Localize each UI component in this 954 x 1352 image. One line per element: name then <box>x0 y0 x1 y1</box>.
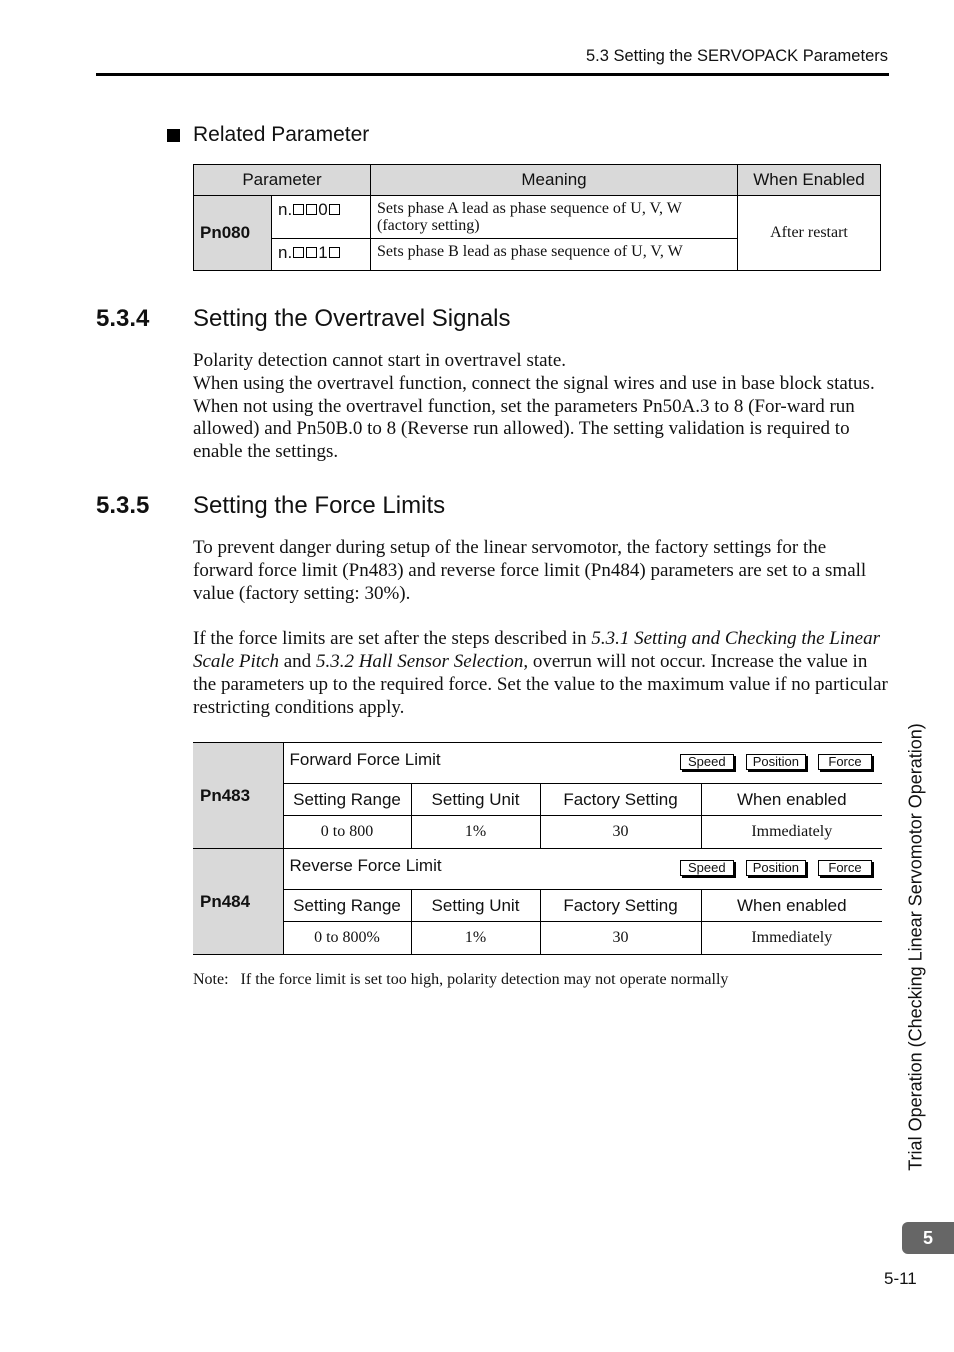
header-setting-unit: Setting Unit <box>411 890 540 922</box>
text-span: and <box>279 650 316 672</box>
placeholder-box-icon <box>293 204 304 215</box>
cross-reference-link[interactable]: 5.3.2 Hall Sensor Selection <box>315 650 524 672</box>
page-number: 5-11 <box>884 1269 917 1288</box>
placeholder-box-icon <box>293 247 304 258</box>
position-tag: Position <box>746 754 806 770</box>
param-name-cell <box>283 849 882 890</box>
param-name: Forward Force Limit <box>289 750 441 769</box>
position-tag: Position <box>746 860 806 876</box>
section-number: 5.3.4 <box>96 305 150 332</box>
section-title: Setting the Overtravel Signals <box>193 305 511 332</box>
header-setting-range: Setting Range <box>283 890 411 922</box>
header-rule <box>96 73 889 76</box>
setting-range-value: 0 to 800% <box>283 922 411 955</box>
when-enabled-value: After restart <box>738 196 881 271</box>
setting-prefix: n. <box>278 200 293 219</box>
square-bullet-icon <box>167 129 180 142</box>
speed-tag: Speed <box>680 754 734 770</box>
related-parameter-table <box>193 164 881 271</box>
paragraph <box>193 628 888 719</box>
placeholder-box-icon <box>329 204 340 215</box>
text-span: , overrun will not occur. Increase the value in the parameters up to the required force. Set the value to the maximum value if no particular restricting conditions apply. <box>193 650 888 718</box>
header-setting-unit: Setting Unit <box>411 784 540 816</box>
param-setting <box>272 239 371 271</box>
running-header: 5.3 Setting the SERVOPACK Parameters <box>585 47 888 65</box>
placeholder-box-icon <box>329 247 340 258</box>
force-tag: Force <box>818 860 872 876</box>
header-setting-range: Setting Range <box>283 784 411 816</box>
header-when-enabled: When Enabled <box>738 165 881 196</box>
param-setting <box>272 196 371 239</box>
meaning-line: (factory setting) <box>377 217 480 234</box>
text-span: If the force limits are set after the steps described in <box>193 628 592 650</box>
header-when-enabled: When enabled <box>701 890 882 922</box>
related-parameter-title: Related Parameter <box>193 123 370 146</box>
section-body <box>193 350 888 464</box>
table-row <box>193 922 882 955</box>
placeholder-box-icon <box>306 204 317 215</box>
setting-unit-value: 1% <box>411 922 540 955</box>
param-name: Reverse Force Limit <box>289 856 442 875</box>
param-code: Pn080 <box>194 196 272 271</box>
param-code: Pn483 <box>193 743 283 849</box>
force-tag: Force <box>818 754 872 770</box>
speed-tag: Speed <box>680 860 734 876</box>
paragraph: Polarity detection cannot start in overtravel state. <box>193 350 567 371</box>
when-enabled-value: Immediately <box>701 922 882 955</box>
paragraph: To prevent danger during setup of the linear servomotor, the factory settings for the forward force limit (Pn483) and reverse force limit (Pn484) parameters are set to a small value (factory setting: 30%). <box>193 537 867 604</box>
section-title: Setting the Force Limits <box>193 492 446 519</box>
parameter-name-row <box>193 849 882 890</box>
mode-tags <box>680 754 872 770</box>
param-meaning <box>371 239 738 271</box>
note <box>193 971 728 989</box>
note-text: If the force limit is set too high, polarity detection may not operate normally <box>240 971 729 988</box>
note-label: Note: <box>193 971 229 988</box>
header-factory-setting: Factory Setting <box>540 784 701 816</box>
factory-setting-value: 30 <box>540 922 701 955</box>
setting-unit-value: 1% <box>411 816 540 849</box>
setting-digit: 0 <box>318 200 328 219</box>
param-name-cell <box>283 743 882 784</box>
setting-prefix: n. <box>278 243 293 262</box>
section-number: 5.3.5 <box>96 492 150 519</box>
table-header-row <box>193 890 882 922</box>
setting-range-value: 0 to 800 <box>283 816 411 849</box>
header-meaning: Meaning <box>371 165 738 196</box>
meaning-line: Sets phase A lead as phase sequence of U, V, W <box>377 200 682 217</box>
header-when-enabled: When enabled <box>701 784 882 816</box>
chapter-tab: 5 <box>902 1222 954 1254</box>
header-parameter: Parameter <box>194 165 371 196</box>
table-row <box>193 816 882 849</box>
placeholder-box-icon <box>306 247 317 258</box>
table-header-row <box>193 784 882 816</box>
factory-setting-value: 30 <box>540 816 701 849</box>
force-limit-table <box>193 742 882 955</box>
paragraph: When using the overtravel function, connect the signal wires and use in base block status. When not using the overtravel function, set the parameters Pn50A.3 to 8 (For-ward run allowed) and Pn50B.0 to 8 (Reverse run allowed). The setting validation is required to enable the settings. <box>193 372 875 463</box>
table-header-row <box>194 165 881 196</box>
cross-reference-link[interactable]: 5.3.1 Setting and Checking the Linear Scale Pitch <box>193 628 880 672</box>
setting-digit: 1 <box>318 243 328 262</box>
param-code: Pn484 <box>193 849 283 955</box>
mode-tags <box>680 860 872 876</box>
meaning-line: Sets phase B lead as phase sequence of U, V, W <box>377 243 683 260</box>
chapter-side-title: Trial Operation (Checking Linear Servomotor Operation) <box>905 723 926 1171</box>
header-factory-setting: Factory Setting <box>540 890 701 922</box>
table-row <box>194 196 881 239</box>
related-parameter-heading <box>167 123 369 147</box>
section-body <box>193 537 888 719</box>
parameter-name-row <box>193 743 882 784</box>
param-meaning <box>371 196 738 239</box>
when-enabled-value: Immediately <box>701 816 882 849</box>
